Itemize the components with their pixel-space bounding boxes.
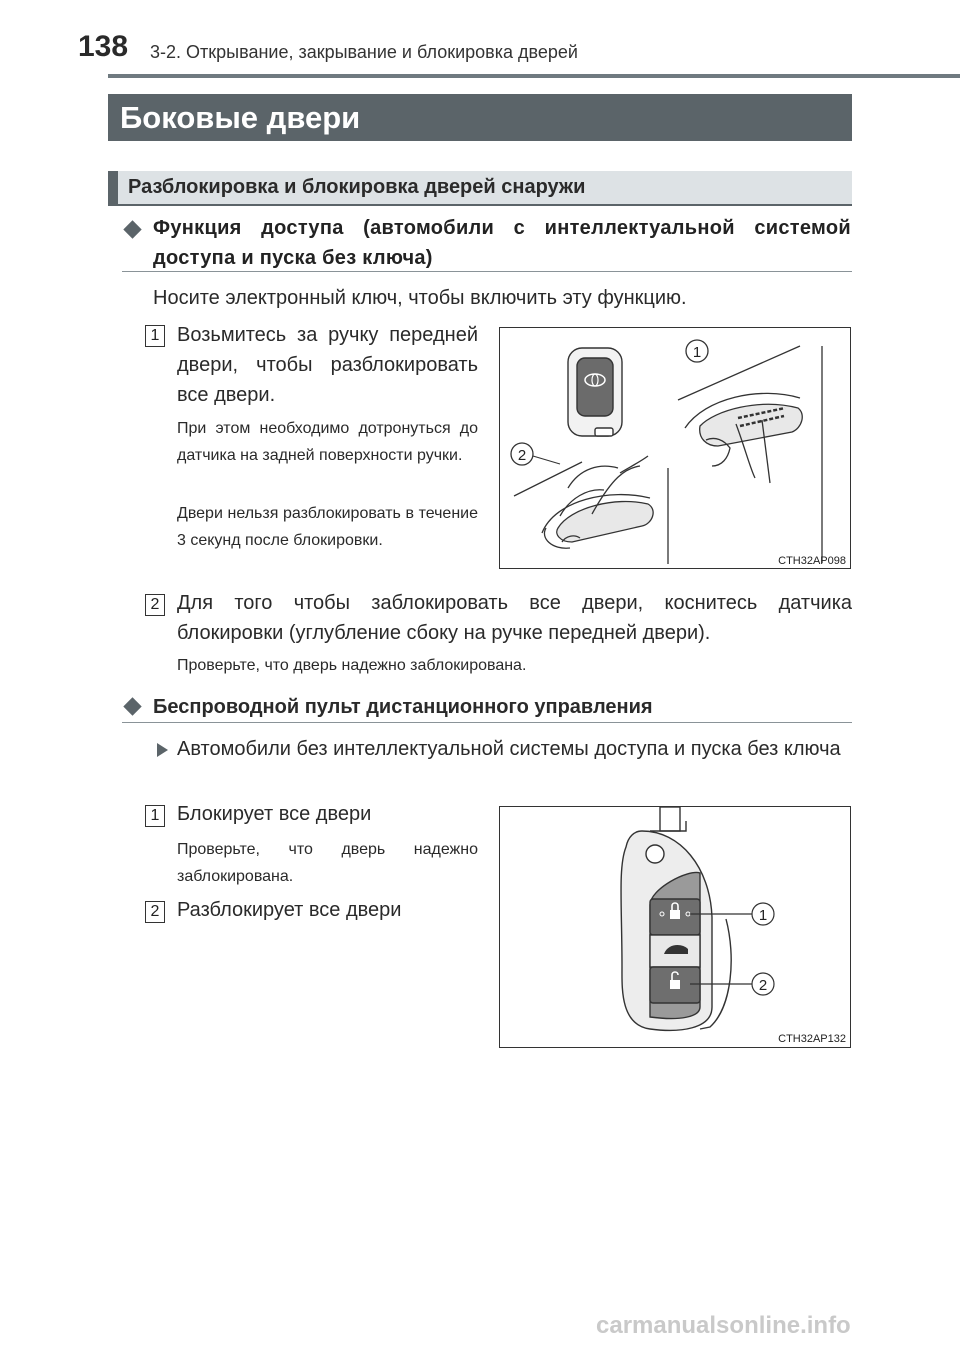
step1-note-sensor: При этом необходимо дотронуться до датчика на задней поверхности ручки. [177, 420, 478, 464]
callout-2-marker [511, 443, 560, 465]
figure-code: CTH32AP132 [778, 1033, 846, 1045]
door-handle-figure [499, 327, 851, 569]
smart-access-title: Функция доступа (автомобили с интеллектуальной системой доступа и пуска без ключа) [153, 217, 851, 269]
title-rule [122, 271, 852, 272]
page-number: 138 [78, 30, 129, 63]
remote-step1-text: Блокирует все двери [177, 803, 372, 825]
step-number-badge: 1 [145, 325, 165, 347]
triangle-bullet-icon [157, 743, 168, 757]
remote-title: Беспроводной пульт дистанционного управления [153, 696, 653, 718]
remote-key-illustration [500, 807, 850, 1047]
site-watermark[interactable]: carmanualsonline.info [596, 1312, 851, 1339]
callout-2-label: 2 [517, 447, 527, 464]
subsection-underline [108, 204, 852, 206]
figure-code: CTH32AP098 [778, 555, 846, 567]
step-number-badge: 2 [145, 901, 165, 923]
section-title: Боковые двери [108, 94, 852, 141]
chapter-title: 3-2. Открывание, закрывание и блокировка дверей [150, 42, 578, 62]
diamond-bullet-icon [123, 697, 141, 715]
step-number-badge: 1 [145, 805, 165, 827]
step1-note-delay: Двери нельзя разблокировать в течение 3 секунд после блокировки. [177, 505, 478, 549]
callout-1-label: 1 [758, 907, 768, 924]
callout-1-marker [686, 340, 708, 362]
smart-access-intro: Носите электронный ключ, чтобы включить эту функцию. [153, 287, 687, 309]
diamond-bullet-icon [123, 220, 141, 238]
step2-text: Для того чтобы заблокировать все двери, коснитесь датчика блокировки (углубление сбоку на ручке передней двери). [177, 592, 852, 644]
remote-variant: Автомобили без интеллектуальной системы доступа и пуска без ключа [177, 738, 841, 760]
subsection-title: Разблокировка и блокировка дверей снаружи [108, 171, 852, 204]
smart-key-icon [568, 348, 622, 436]
title-rule [122, 722, 852, 723]
callout-2-label: 2 [758, 977, 768, 994]
step2-note: Проверьте, что дверь надежно заблокирована. [177, 657, 527, 674]
door-handle-illustration [500, 328, 850, 568]
step-number-badge: 2 [145, 594, 165, 616]
remote-step1-note: Проверьте, что дверь надежно заблокирована. [177, 841, 478, 885]
header-rule [108, 74, 960, 78]
step1-text: Возьмитесь за ручку передней двери, чтобы разблокировать все двери. [177, 324, 478, 406]
door-handle-unlock-scene [678, 346, 822, 563]
door-handle-lock-scene [514, 456, 668, 564]
remote-key-figure [499, 806, 851, 1048]
callout-1-label: 1 [692, 344, 702, 361]
remote-step2-text: Разблокирует все двери [177, 899, 402, 921]
